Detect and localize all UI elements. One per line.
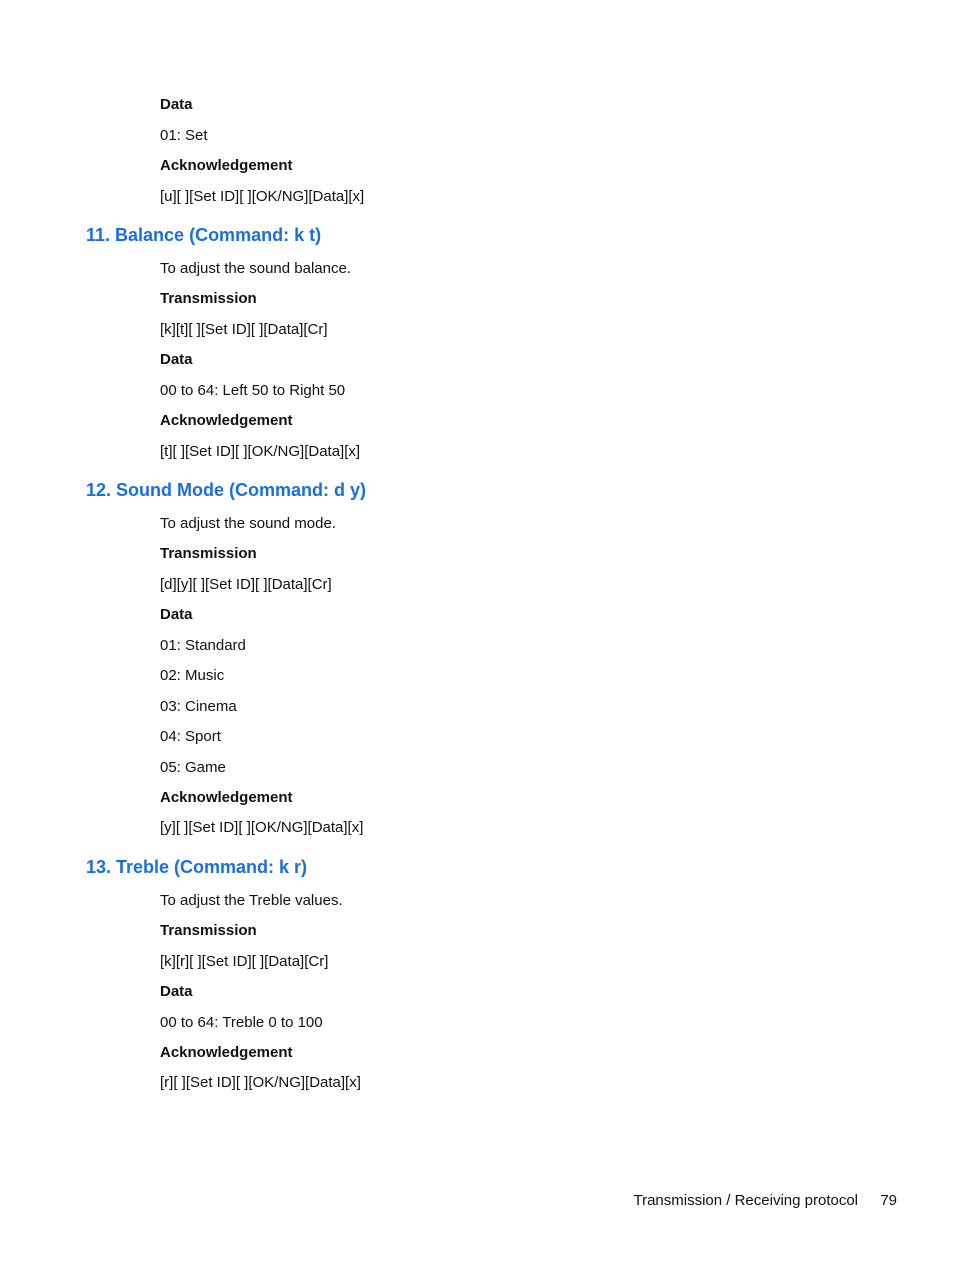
ack-label: Acknowledgement (160, 789, 293, 806)
data-value: 02: Music (160, 667, 225, 684)
ack-value: [y][ ][Set ID][ ][OK/NG][Data][x] (160, 819, 364, 836)
data-value: 03: Cinema (160, 698, 237, 715)
data-value: 00 to 64: Left 50 to Right 50 (160, 382, 346, 399)
ack-label: Acknowledgement (160, 1044, 293, 1061)
intro-ack-value: [u][ ][Set ID][ ][OK/NG][Data][x] (160, 188, 365, 205)
ack-value: [r][ ][Set ID][ ][OK/NG][Data][x] (160, 1074, 361, 1091)
transmission-label: Transmission (160, 545, 257, 562)
transmission-value: [k][r][ ][Set ID][ ][Data][Cr] (160, 953, 329, 970)
ack-label: Acknowledgement (160, 412, 293, 429)
intro-ack-label: Acknowledgement (160, 157, 293, 174)
ack-value: [t][ ][Set ID][ ][OK/NG][Data][x] (160, 443, 361, 460)
transmission-label: Transmission (160, 922, 257, 939)
section-description: To adjust the sound mode. (160, 515, 336, 532)
transmission-value: [d][y][ ][Set ID][ ][Data][Cr] (160, 576, 332, 593)
data-value: 01: Standard (160, 637, 246, 654)
section-heading-balance: 11. Balance (Command: k t) (86, 225, 322, 245)
intro-data-value: 01: Set (160, 127, 208, 144)
section-heading-treble: 13. Treble (Command: k r) (86, 857, 308, 877)
transmission-value: [k][t][ ][Set ID][ ][Data][Cr] (160, 321, 328, 338)
section-description: To adjust the Treble values. (160, 892, 343, 909)
intro-data-label: Data (160, 96, 193, 113)
data-label: Data (160, 983, 193, 1000)
data-value: 04: Sport (160, 728, 221, 745)
data-label: Data (160, 606, 193, 623)
section-description: To adjust the sound balance. (160, 260, 351, 277)
page-number: 79 (880, 1192, 897, 1209)
data-value: 05: Game (160, 759, 226, 776)
data-value: 00 to 64: Treble 0 to 100 (160, 1014, 323, 1031)
transmission-label: Transmission (160, 290, 257, 307)
data-label: Data (160, 351, 193, 368)
footer-title: Transmission / Receiving protocol (633, 1192, 858, 1209)
section-heading-sound-mode: 12. Sound Mode (Command: d y) (86, 480, 367, 500)
